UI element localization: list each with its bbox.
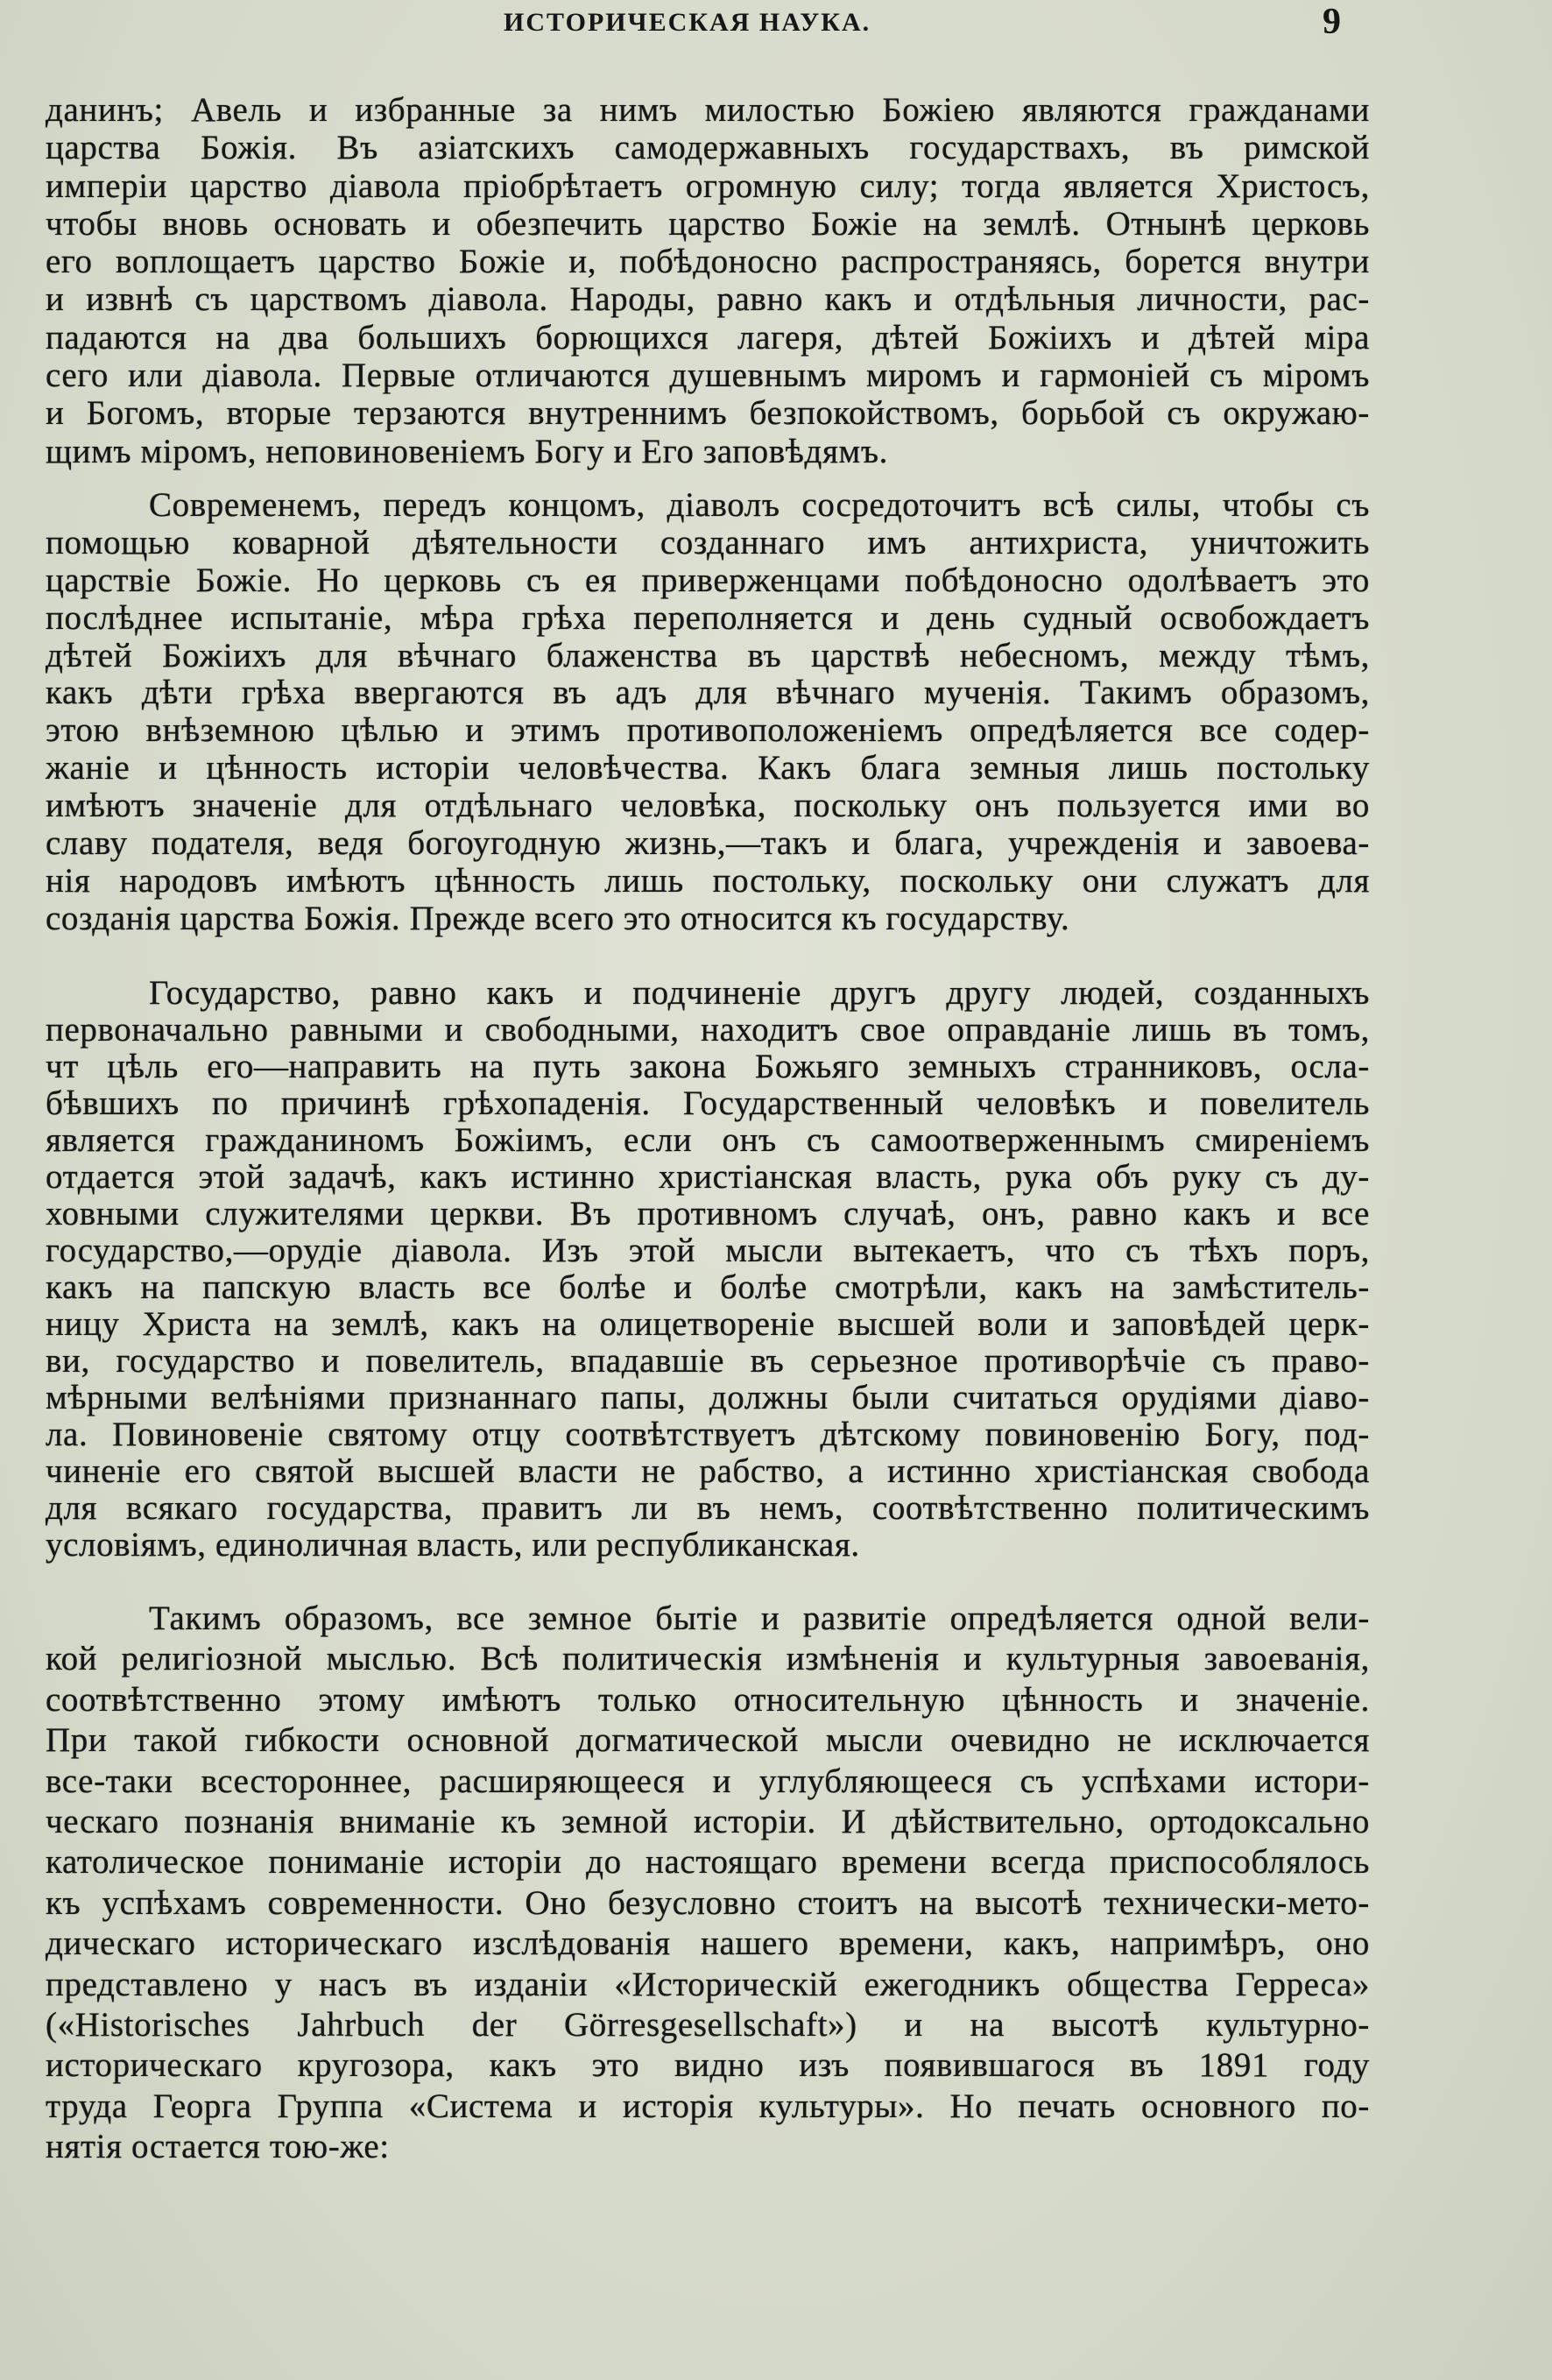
- text-line: щимъ міромъ, неповиновеніемъ Богу и Его заповѣдямъ.: [46, 432, 888, 470]
- paragraph-4: [46, 1599, 1370, 2167]
- text-line: ческаго познанія вниманіе къ земной исторіи. И дѣйствительно, ортодоксально: [46, 1802, 1370, 1840]
- text-line: сего или діавола. Первые отличаются душевнымъ миромъ и гармоніей съ міромъ: [46, 357, 1370, 395]
- text-line: ви, государство и повелитель, впадавшіе въ серьезное противорѣчіе съ право-: [46, 1342, 1370, 1380]
- text-line: условіямъ, единоличная власть, или республиканская.: [46, 1526, 860, 1564]
- text-line: чиненіе его святой высшей власти не рабство, а истинно христіанская свобода: [46, 1452, 1370, 1490]
- text-line: ницу Христа на землѣ, какъ на олицетвореніе высшей воли и заповѣдей церк-: [46, 1305, 1370, 1343]
- text-line: дическаго историческаго изслѣдованія нашего времени, какъ, напримѣръ, оно: [46, 1924, 1370, 1963]
- text-line: соотвѣтственно этому имѣютъ только относительную цѣнность и значеніе.: [46, 1680, 1370, 1719]
- text-line: дѣтей Божіихъ для вѣчнаго блаженства въ царствѣ небесномъ, между тѣмъ,: [46, 636, 1370, 674]
- text-line: чтобы вновь основать и обезпечить царство Божіе на землѣ. Отнынѣ церковь: [46, 204, 1370, 243]
- text-line: его воплощаетъ царство Божіе и, побѣдоносно распространяясь, борется внутри: [46, 243, 1370, 281]
- text-line: и Богомъ, вторые терзаются внутреннимъ безпокойствомъ, борьбой съ окружаю-: [46, 394, 1370, 433]
- text-line: этою внѣземною цѣлью и этимъ противоположеніемъ опредѣляется все содер-: [46, 711, 1370, 750]
- text-line: ховными служителями церкви. Въ противномъ случаѣ, онъ, равно какъ и все: [46, 1195, 1370, 1232]
- paragraph-3: [46, 975, 1370, 1564]
- text-line: является гражданиномъ Божіимъ, если онъ съ самоотверженнымъ смиреніемъ: [46, 1121, 1370, 1159]
- text-line: послѣднее испытаніе, мѣра грѣха переполняется и день судный освобождаетъ: [46, 598, 1370, 637]
- text-line: первоначально равными и свободными, находитъ свое оправданіе лишь въ томъ,: [46, 1011, 1370, 1049]
- text-line: мѣрными велѣніями признаннаго папы, должны были считаться орудіями діаво-: [46, 1379, 1370, 1416]
- text-line: какъ дѣти грѣха ввергаются въ адъ для вѣчнаго мученія. Такимъ образомъ,: [46, 674, 1370, 712]
- text-line: славу подателя, ведя богоугодную жизнь,—такъ и блага, учрежденія и завоева-: [46, 824, 1370, 863]
- text-line: для всякаго государства, правитъ ли въ немъ, соотвѣтственно политическимъ: [46, 1489, 1370, 1527]
- text-line: государство,—орудіе діавола. Изъ этой мысли вытекаетъ, что съ тѣхъ поръ,: [46, 1232, 1370, 1269]
- text-line: При такой гибкости основной догматической мысли очевидно не исключается: [46, 1721, 1370, 1760]
- text-line: Государство, равно какъ и подчиненіе другъ другу людей, созданныхъ: [149, 974, 1370, 1012]
- text-line: имѣютъ значеніе для отдѣльнаго человѣка, поскольку онъ пользуется ими во: [46, 787, 1370, 825]
- text-line: жаніе и цѣнность исторіи человѣчества. Какъ блага земныя лишь постольку: [46, 749, 1370, 787]
- text-line: созданія царства Божія. Прежде всего это относится къ государству.: [46, 899, 1070, 937]
- text-line: ла. Повиновеніе святому отцу соотвѣтствуетъ дѣтскому повиновенію Богу, под-: [46, 1416, 1370, 1453]
- text-line: царствіе Божіе. Но церковь съ ея приверженцами побѣдоносно одолѣваетъ это: [46, 561, 1370, 599]
- text-line: какъ на папскую власть все болѣе и болѣе смотрѣли, какъ на замѣститель-: [46, 1268, 1370, 1306]
- text-line: къ успѣхамъ современности. Оно безусловно стоитъ на высотѣ технически-мето-: [46, 1883, 1370, 1922]
- text-line: Такимъ образомъ, все земное бытіе и развитіе опредѣляется одной вели-: [149, 1600, 1370, 1637]
- text-line: нія народовъ имѣютъ цѣнность лишь постольку, поскольку они служатъ для: [46, 861, 1370, 900]
- text-line: («Historisches Jahrbuch der Görresgesellschaft») и на высотѣ культурно-: [46, 2005, 1370, 2044]
- text-line: кой религіозной мыслью. Всѣ политическія измѣненія и культурныя завоеванія,: [46, 1640, 1370, 1678]
- page-number: 9: [1323, 2, 1341, 42]
- text-line: и извнѣ съ царствомъ діавола. Народы, равно какъ и отдѣльныя личности, рас-: [46, 280, 1370, 319]
- text-line: имперіи царство діавола пріобрѣтаетъ огромную силу; тогда является Христосъ,: [46, 166, 1370, 205]
- paragraph-2: [46, 487, 1370, 938]
- text-line: нятія остается тою-же:: [46, 2128, 390, 2166]
- text-line: данинъ; Авель и избранные за нимъ милостью Божіею являются гражданами: [46, 91, 1370, 129]
- text-line: отдается этой задачѣ, какъ истинно христіанская власть, рука объ руку съ ду-: [46, 1158, 1370, 1196]
- text-line: падаются на два большихъ борющихся лагеря, дѣтей Божіихъ и дѣтей міра: [46, 318, 1370, 357]
- text-line: царства Божія. Въ азіатскихъ самодержавныхъ государствахъ, въ римской: [46, 129, 1370, 167]
- text-line: труда Георга Группа «Система и исторія культуры». Но печать основного по-: [46, 2087, 1370, 2125]
- running-head: [0, 2, 1552, 42]
- text-line: представлено у насъ въ изданіи «Историческій ежегодникъ общества Герреса»: [46, 1965, 1370, 2003]
- paragraph-1: [46, 91, 1370, 470]
- text-line: историческаго кругозора, какъ это видно изъ появившагося въ 1891 году: [46, 2046, 1370, 2085]
- text-line: Современемъ, передъ концомъ, діаволъ сосредоточитъ всѣ силы, чтобы съ: [149, 486, 1370, 524]
- text-line: чт цѣль его—направить на путь закона Божьяго земныхъ странниковъ, осла-: [46, 1048, 1370, 1085]
- text-line: помощью коварной дѣятельности созданнаго имъ антихриста, уничтожить: [46, 523, 1370, 561]
- text-line: католическое пониманіе исторіи до настоящаго времени всегда приспособлялось: [46, 1843, 1370, 1882]
- text-line: бѣвшихъ по причинѣ грѣхопаденія. Государственный человѣкъ и повелитель: [46, 1084, 1370, 1122]
- running-head-title: ИСТОРИЧЕСКАЯ НАУКА.: [504, 8, 871, 37]
- text-line: все-таки всестороннее, расширяющееся и углубляющееся съ успѣхами истори-: [46, 1762, 1370, 1800]
